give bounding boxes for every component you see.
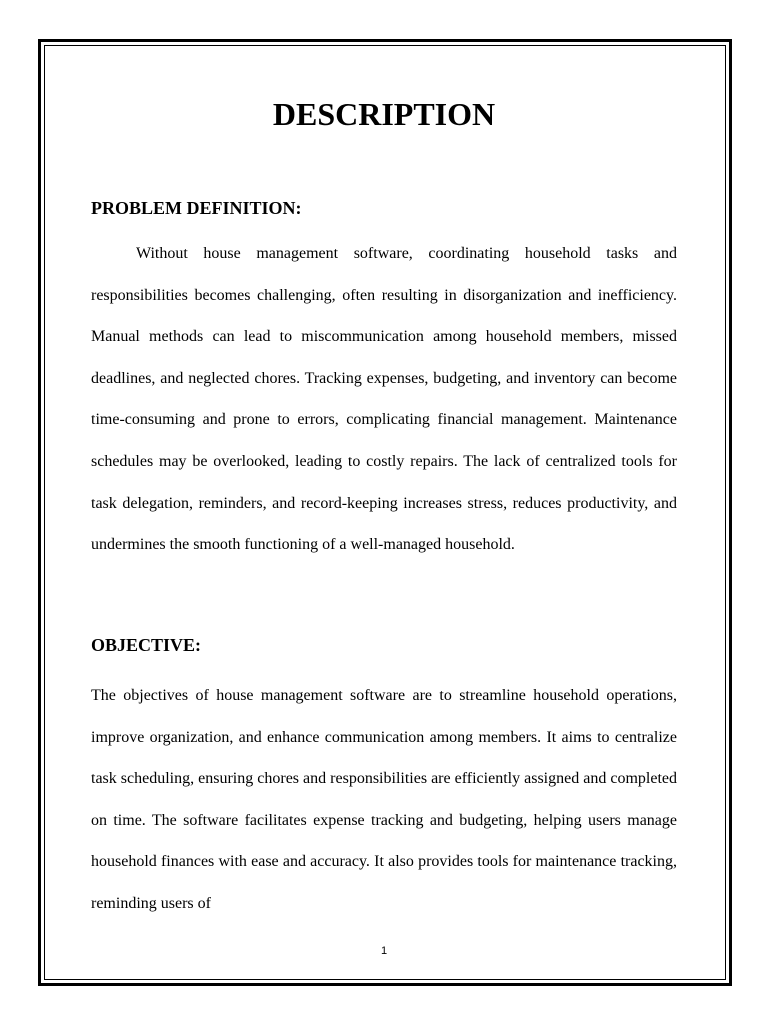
document-title: DESCRIPTION [272,96,496,132]
section-body-problem-definition: Without house management software, coordinating household tasks and responsibilities becomes challenging, often resulting in disorganization and inefficiency. Manual methods can lead to miscommunication among household members, missed deadlines, and neglected chores. Tracking expenses, budgeting, and inventory can become time-consuming and prone to errors, complicating financial management. Maintenance schedules may be overlooked, leading to costly repairs. The lack of centralized tools for task delegation, reminders, and record-keeping increases stress, reduces productivity, and undermines the smooth functioning of a well-managed household. [91,245,677,554]
section-body-objective: The objectives of house management software are to streamline household operations, improve organization, and enhance communication among members. It aims to centralize task scheduling, ensuring chores and responsibilities are efficiently assigned and completed on time. The software facilitates expense tracking and budgeting, helping users manage household finances with ease and accuracy. It also provides tools for maintenance tracking, reminding users of [91,687,677,912]
section-heading-objective: OBJECTIVE: [91,635,202,655]
section-heading-problem-definition: PROBLEM DEFINITION: [91,198,302,218]
page-number: 1 [380,945,388,957]
